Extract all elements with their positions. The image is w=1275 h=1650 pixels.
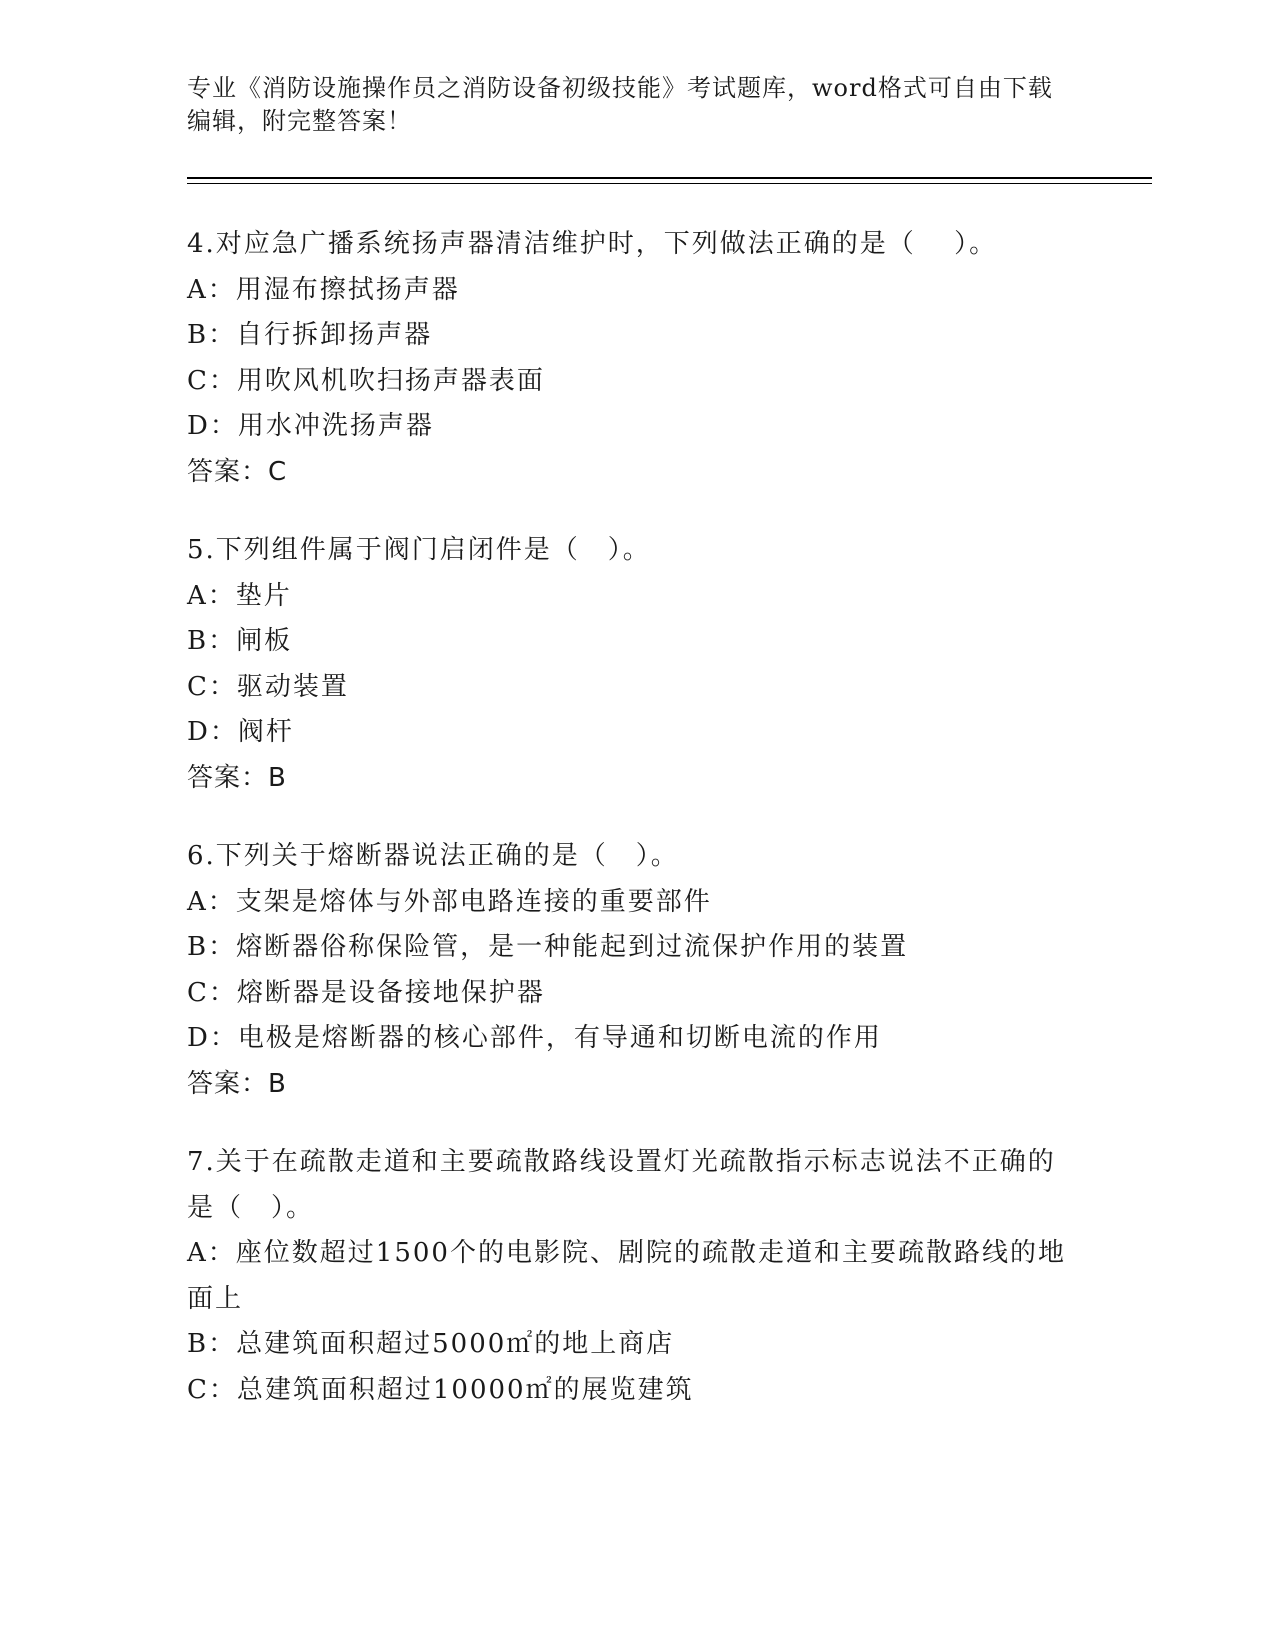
answer-label: 答案： (187, 456, 269, 487)
answer-label: 答案： (187, 762, 269, 793)
question-title: 6.下列关于熔断器说法正确的是（ ）。 (187, 841, 679, 871)
option-a: A：用湿布擦拭扬声器 (187, 274, 460, 305)
question-title: 7.关于在疏散走道和主要疏散路线设置灯光疏散指示标志说法不正确的是（ ）。 (187, 1147, 1056, 1223)
question-6 (187, 834, 1067, 1107)
option-b: B：总建筑面积超过5000㎡的地上商店 (187, 1329, 675, 1359)
answer-label: 答案： (187, 1068, 269, 1099)
option-d: D：电极是熔断器的核心部件，有导通和切断电流的作用 (187, 1023, 882, 1053)
question-4 (187, 222, 1067, 495)
option-d: D：阀杆 (187, 717, 294, 747)
answer-value: C (268, 456, 288, 487)
question-title: 5.下列组件属于阀门启闭件是（ ）。 (187, 535, 651, 565)
answer-line (187, 1062, 1067, 1108)
option-c: C：驱动装置 (187, 671, 349, 702)
option-c: C：用吹风机吹扫扬声器表面 (187, 365, 545, 396)
option-c: C：熔断器是设备接地保护器 (187, 977, 545, 1008)
document-header: 专业《消防设施操作员之消防设备初级技能》考试题库，word格式可自由下载编辑，附完整答案！ (187, 74, 1053, 135)
header-divider-thick (187, 177, 1152, 179)
question-5 (187, 528, 1067, 801)
option-a: A：座位数超过1500个的电影院、剧院的疏散走道和主要疏散路线的地面上 (187, 1238, 1066, 1314)
answer-line (187, 756, 1067, 802)
answer-value: B (268, 762, 287, 793)
question-7 (187, 1140, 1067, 1413)
option-b: B：闸板 (187, 626, 293, 656)
option-b: B：熔断器俗称保险管，是一种能起到过流保护作用的装置 (187, 932, 909, 962)
question-title: 4.对应急广播系统扬声器清洁维护时，下列做法正确的是（ ）。 (187, 229, 998, 259)
option-a: A：垫片 (187, 580, 292, 611)
option-a: A：支架是熔体与外部电路连接的重要部件 (187, 886, 712, 917)
option-b: B：自行拆卸扬声器 (187, 320, 433, 350)
header-divider-thin (187, 183, 1152, 184)
answer-line (187, 450, 1067, 496)
answer-value: B (268, 1068, 287, 1099)
option-c: C：总建筑面积超过10000㎡的展览建筑 (187, 1374, 694, 1405)
option-d: D：用水冲洗扬声器 (187, 411, 434, 441)
